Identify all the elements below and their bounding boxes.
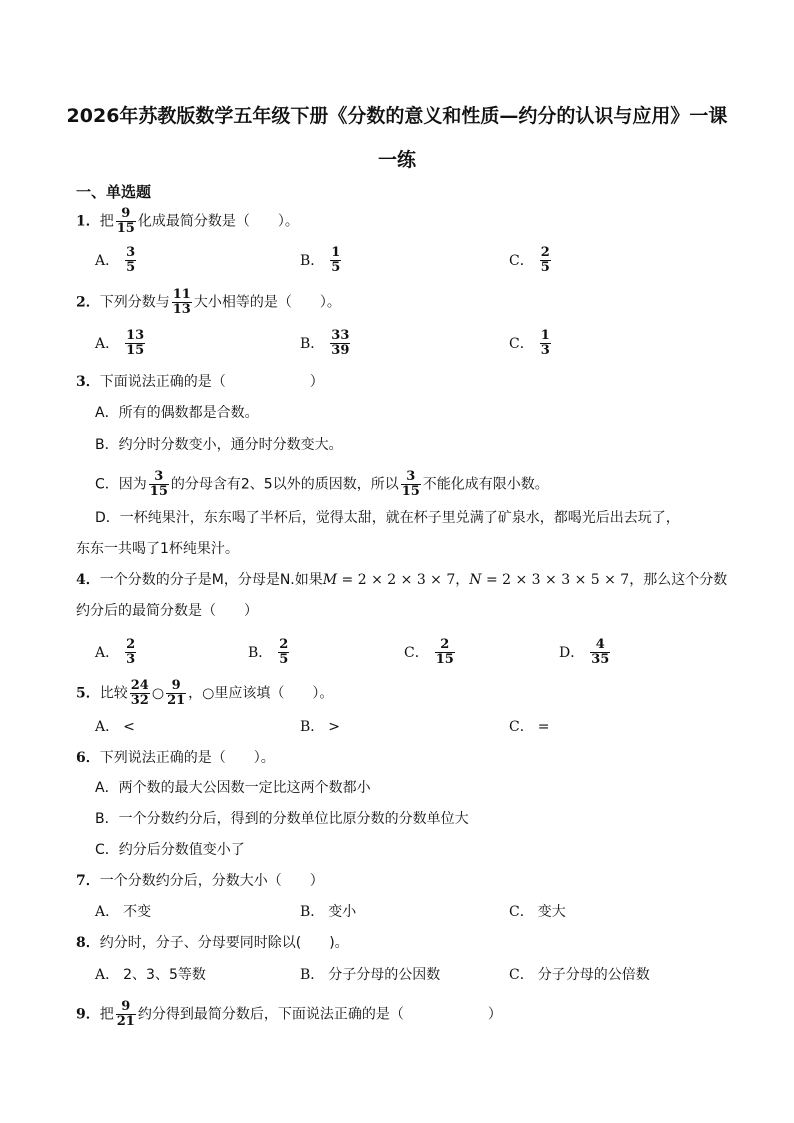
option-label: C．: [509, 335, 534, 352]
option-text: 分子分母的公因数: [328, 967, 441, 983]
option-a[interactable]: [95, 902, 151, 922]
fraction: [330, 329, 350, 358]
comparison-circle: ○: [151, 685, 165, 702]
fraction: [590, 638, 610, 667]
math-expression: = 2 × 3 × 3 × 5 × 7: [481, 572, 630, 588]
question-text: 比较: [99, 685, 128, 702]
fraction: [330, 246, 341, 275]
option-b[interactable]: [300, 246, 343, 275]
numerator: 2: [279, 637, 289, 652]
denominator: 21: [116, 1014, 135, 1029]
numerator: 9: [171, 678, 181, 693]
question-text: 化成最简分数是（ ）。: [137, 213, 299, 230]
fraction: [435, 638, 455, 667]
numerator: 3: [126, 245, 136, 260]
option-label: C．: [509, 967, 534, 983]
option-label: C．: [404, 644, 429, 661]
fraction: [401, 470, 421, 499]
option-b[interactable]: [300, 717, 340, 737]
denominator: 3: [540, 343, 550, 358]
numerator: 9: [121, 999, 131, 1014]
question-7: [76, 871, 324, 891]
fraction: [125, 246, 136, 275]
option-d[interactable]: [559, 638, 612, 667]
option-c[interactable]: [509, 965, 650, 985]
option-b[interactable]: [300, 329, 352, 358]
denominator: 3: [126, 652, 136, 667]
option-label: A．: [95, 644, 120, 661]
option-b[interactable]: [248, 638, 291, 667]
numerator: 3: [154, 469, 164, 484]
denominator: 5: [331, 260, 341, 275]
worksheet-title-line-2: 一练: [377, 149, 416, 171]
numerator: 4: [595, 637, 605, 652]
question-6: [76, 748, 275, 768]
question-number: 1．: [76, 213, 100, 230]
option-c[interactable]: [509, 902, 566, 922]
fraction: [149, 470, 169, 499]
option-text: >: [328, 719, 341, 735]
option-text: 变小: [328, 904, 357, 920]
option-label: A．: [95, 904, 120, 920]
option-label: B．: [300, 967, 325, 983]
question-number: 6．: [76, 750, 100, 766]
math-variable-m: M: [322, 572, 338, 588]
option-b[interactable]: B．约分时分数变小，通分时分数变大。: [95, 437, 343, 453]
question-number: 3．: [76, 374, 100, 390]
fraction: [540, 329, 551, 358]
section-heading-single-choice: 一、单选题: [76, 183, 152, 201]
option-c[interactable]: [509, 329, 553, 358]
option-text: <: [123, 719, 135, 735]
question-number: 7．: [76, 873, 100, 889]
question-9: [76, 1000, 502, 1029]
option-label: C．: [509, 719, 534, 735]
option-label: B．: [248, 644, 273, 661]
option-text: 的分母含有2、5以外的质因数，所以: [170, 476, 399, 493]
option-d[interactable]: D．一杯纯果汁，东东喝了半杯后，觉得太甜，就在杯子里兑满了矿泉水，都喝光后出去玩了，: [95, 510, 680, 526]
denominator: 39: [331, 343, 350, 358]
question-2: [76, 288, 341, 317]
fraction: [172, 288, 192, 317]
math-expression: = 2 × 2 × 3 × 7，: [337, 572, 470, 588]
option-b[interactable]: [300, 965, 440, 985]
question-3: [76, 372, 324, 392]
numerator: 1: [540, 328, 550, 343]
question-text: 下列分数与: [99, 294, 170, 311]
option-text: 不变: [123, 904, 152, 920]
option-a[interactable]: [95, 638, 138, 667]
fraction: [125, 329, 145, 358]
option-label: A．: [95, 335, 120, 352]
numerator: 1: [331, 245, 341, 260]
question-4-continued: 约分后的最简分数是（ ）: [76, 603, 258, 619]
option-c[interactable]: [95, 470, 549, 499]
question-1: [76, 207, 299, 236]
question-text: 约分得到最简分数后，下面说法正确的是（ ）: [137, 1006, 502, 1023]
denominator: 13: [172, 302, 191, 317]
question-text: 把: [99, 1006, 114, 1023]
fraction: [278, 638, 289, 667]
math-variable-n: N: [469, 572, 482, 588]
option-label: C．: [509, 252, 534, 269]
denominator: 15: [149, 484, 168, 499]
option-c[interactable]: [404, 638, 457, 667]
numerator: 9: [121, 206, 131, 221]
option-label: B．: [300, 904, 325, 920]
denominator: 32: [130, 693, 149, 708]
numerator: 11: [172, 287, 191, 302]
question-text: ，○里应该填（ ）。: [188, 685, 334, 702]
question-number: 5．: [76, 685, 100, 702]
option-label: D．: [559, 644, 585, 661]
option-a[interactable]: [95, 965, 206, 985]
option-label: B．: [300, 252, 325, 269]
denominator: 15: [116, 221, 135, 236]
question-text: 把: [99, 213, 114, 230]
denominator: 5: [279, 652, 289, 667]
numerator: 2: [126, 637, 136, 652]
option-b[interactable]: B．一个分数约分后，得到的分数单位比原分数的分数单位大: [95, 811, 469, 827]
option-c[interactable]: C．约分后分数值变小了: [95, 842, 245, 858]
option-a[interactable]: [95, 246, 138, 275]
option-text: =: [537, 719, 550, 735]
denominator: 5: [540, 260, 550, 275]
question-text: 一个分数约分后，分数大小（ ）: [99, 873, 324, 889]
denominator: 15: [126, 343, 145, 358]
question-text: 下面说法正确的是（ ）: [99, 374, 324, 390]
question-4: [76, 570, 727, 590]
question-text: 一个分数的分子是M，分母是N.如果: [99, 572, 323, 588]
option-a[interactable]: [95, 329, 147, 358]
option-c[interactable]: [509, 246, 553, 275]
numerator: 24: [130, 678, 149, 693]
numerator: 3: [406, 469, 416, 484]
fraction: [130, 679, 150, 708]
option-label: B．: [300, 335, 325, 352]
numerator: 33: [331, 328, 350, 343]
option-d-continued: 东东一共喝了1杯纯果汁。: [76, 541, 239, 557]
option-label: A．: [95, 719, 120, 735]
numerator: 2: [440, 637, 450, 652]
question-number: 2．: [76, 294, 100, 311]
numerator: 13: [126, 328, 145, 343]
question-number: 9．: [76, 1006, 100, 1023]
denominator: 5: [126, 260, 136, 275]
option-text: 分子分母的公倍数: [537, 967, 650, 983]
option-b[interactable]: [300, 902, 356, 922]
numerator: 2: [540, 245, 550, 260]
question-text: 大小相等的是（ ）。: [193, 294, 341, 311]
question-text: 下列说法正确的是（ ）。: [99, 750, 275, 766]
option-label: A．: [95, 967, 120, 983]
denominator: 35: [591, 652, 610, 667]
denominator: 15: [435, 652, 454, 667]
fraction: [540, 246, 551, 275]
option-text: 变大: [537, 904, 566, 920]
question-text: ，那么这个分数: [629, 572, 728, 588]
option-a[interactable]: A．两个数的最大公因数一定比这两个数都小: [95, 780, 371, 796]
fraction: [116, 1000, 136, 1029]
option-label: A．: [95, 252, 120, 269]
option-text: C．因为: [95, 476, 147, 493]
question-5: [76, 679, 333, 708]
denominator: 15: [401, 484, 420, 499]
option-c[interactable]: [509, 717, 549, 737]
option-label: B．: [300, 719, 325, 735]
option-text: 2、3、5等数: [123, 967, 206, 983]
question-number: 4．: [76, 572, 100, 588]
option-label: C．: [509, 904, 534, 920]
worksheet-title-line-1: 2026年苏教版数学五年级下册《分数的意义和性质—约分的认识与应用》一课: [66, 105, 728, 127]
question-text: 约分时，分子、分母要同时除以( )。: [99, 935, 349, 951]
option-text: 不能化成有限小数。: [422, 476, 549, 493]
denominator: 21: [167, 693, 186, 708]
question-number: 8．: [76, 935, 100, 951]
fraction: [125, 638, 136, 667]
option-a[interactable]: [95, 717, 135, 737]
option-a[interactable]: A．所有的偶数都是合数。: [95, 405, 259, 421]
question-8: [76, 933, 349, 953]
fraction: [166, 679, 186, 708]
fraction: [116, 207, 136, 236]
